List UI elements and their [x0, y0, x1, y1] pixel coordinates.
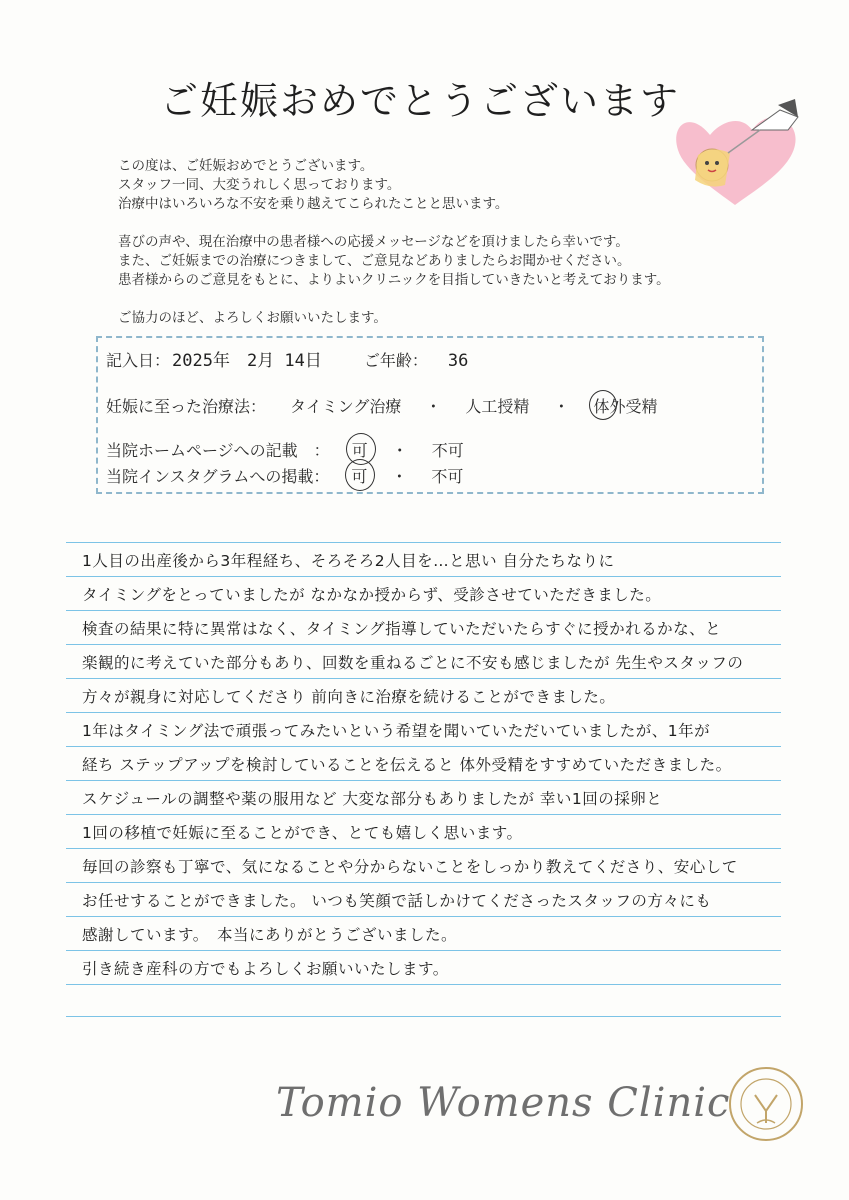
- message-line: [66, 576, 781, 610]
- message-text: 引き続き産科の方でもよろしくお願いいたします。: [82, 960, 449, 978]
- homepage-allow-selected: 可: [352, 438, 368, 461]
- page-title: ご妊娠おめでとうございます: [160, 79, 681, 123]
- message-line: [66, 984, 781, 1017]
- message-text: 経ち ステップアップを検討していることを伝えると 体外受精をすすめていただきました。: [82, 756, 732, 774]
- clinic-emblem-icon: [727, 1065, 805, 1143]
- intro-line: この度は、ご妊娠おめでとうございます。: [118, 158, 374, 174]
- clinic-name-logo: Tomio Womens Clinic: [276, 1080, 731, 1126]
- message-text: 検査の結果に特に異常はなく、タイミング指導していただいたらすぐに授かれるかな、と: [82, 620, 722, 638]
- message-text: 1年はタイミング法で頑張ってみたいという希望を聞いていただいていましたが、1年が: [82, 722, 711, 740]
- message-line: [66, 712, 781, 746]
- message-text: 1人目の出産後から3年程経ち、そろそろ2人目を…と思い 自分たちなりに: [82, 552, 615, 570]
- treatment-label: 妊娠に至った治療法：: [106, 397, 267, 416]
- date-age-row: [106, 346, 468, 371]
- separator: ・: [391, 467, 408, 486]
- message-line: [66, 780, 781, 814]
- message-text: 毎回の診察も丁寧で、気になることや分からないことをしっかり教えてくださり、安心して: [82, 858, 738, 876]
- message-text: タイミングをとっていましたが なかなか授からず、受診させていただきました。: [82, 586, 662, 604]
- age-label: ご年齢：: [363, 351, 428, 370]
- intro-spacer: [118, 290, 768, 309]
- intro-line: 治療中はいろいろな不安を乗り越えてこられたことと思います。: [118, 196, 509, 212]
- intro-line: 喜びの声や、現在治療中の患者様への応援メッセージなどを頂けましたら幸いです。: [118, 234, 629, 250]
- date-value: 2025年 2月 14日: [172, 351, 322, 371]
- instagram-deny: 不可: [431, 467, 464, 486]
- intro-spacer: [118, 214, 768, 233]
- homepage-deny: 不可: [431, 441, 464, 460]
- treatment-option-ivf-selected: 体外受精: [593, 394, 657, 417]
- message-line: [66, 542, 781, 576]
- message-line: [66, 610, 781, 644]
- homepage-label: 当院ホームページへの記載 ：: [106, 441, 330, 460]
- instagram-label: 当院インスタグラムへの掲載：: [106, 467, 330, 486]
- message-text: お任せすることができました。 いつも笑顔で話しかけてくださったスタッフの方々にも: [82, 892, 712, 910]
- message-text: 感謝しています。 本当にありがとうございました。: [82, 926, 458, 944]
- treatment-option-artificial: 人工授精: [465, 397, 530, 416]
- message-line: [66, 814, 781, 848]
- intro-line: 患者様からのご意見をもとに、よりよいクリニックを目指していきたいと考えております。: [118, 272, 670, 288]
- treatment-option-timing: タイミング治療: [290, 397, 402, 416]
- separator: ・: [553, 397, 570, 416]
- message-line: [66, 882, 781, 916]
- message-text: 1回の移植で妊娠に至ることができ、とても嬉しく思います。: [82, 824, 523, 842]
- message-line: [66, 848, 781, 882]
- intro-text: [118, 157, 768, 328]
- message-line: [66, 644, 781, 678]
- separator: ・: [425, 397, 442, 416]
- date-label: 記入日：: [106, 351, 171, 370]
- message-text: 楽観的に考えていた部分もあり、回数を重ねるごとに不安も感じましたが 先生やスタッフの: [82, 654, 744, 672]
- message-line: [66, 950, 781, 984]
- message-text: スケジュールの調整や薬の服用など 大変な部分もありましたが 幸い1回の採卵と: [82, 790, 663, 808]
- message-line: [66, 746, 781, 780]
- survey-form-box: [96, 336, 764, 494]
- treatment-row: [106, 394, 657, 417]
- separator: ・: [391, 441, 408, 460]
- intro-line: スタッフ一同、大変うれしく思っております。: [118, 177, 401, 193]
- handwritten-message: [66, 542, 781, 1017]
- message-line: [66, 678, 781, 712]
- instagram-allow-selected: 可: [351, 464, 367, 487]
- homepage-permission-row: [106, 438, 464, 461]
- instagram-permission-row: [106, 464, 463, 487]
- intro-line: ご協力のほど、よろしくお願いいたします。: [118, 310, 387, 326]
- message-line: [66, 916, 781, 950]
- intro-line: また、ご妊娠までの治療につきまして、ご意見などありましたらお聞かせください。: [118, 253, 631, 269]
- message-text: 方々が親身に対応してくださり 前向きに治療を続けることができました。: [82, 688, 616, 706]
- age-value: 36: [447, 351, 469, 371]
